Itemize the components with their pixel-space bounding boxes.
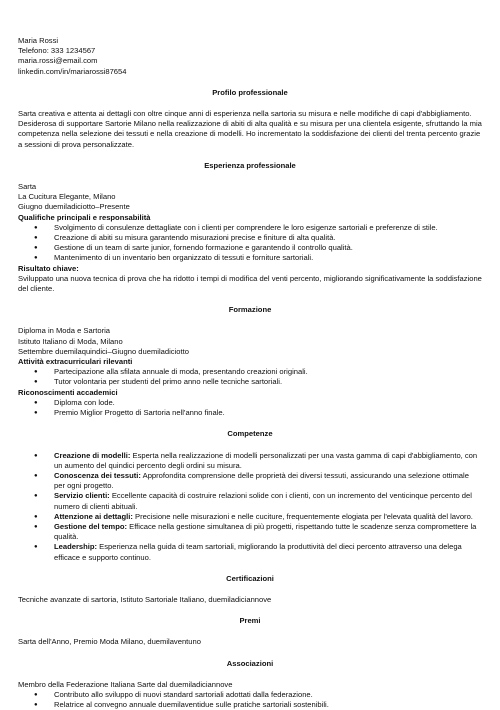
award-text: Sarta dell'Anno, Premio Moda Milano, duemilaventuno (18, 637, 201, 647)
education-dates: Settembre duemilaquindici–Giugno duemiladiciotto (18, 346, 189, 356)
awards-heading: Riconoscimenti accademici (18, 387, 118, 397)
list-item: ● Premio Miglior Progetto di Sartoria nell'anno finale. (18, 408, 482, 418)
skill-name: Servizio clienti: (54, 491, 110, 501)
job-dates: Giugno duemiladiciotto–Presente (18, 202, 130, 212)
key-result-text: Sviluppato una nuova tecnica di prova che ha ridotto i tempi di modifica del venti percento, migliorando significativamente la soddisfazione del cliente. (18, 273, 482, 294)
certification-text: Tecniche avanzate di sartoria, Istituto Sartoriale Italiano, duemiladiciannove (18, 594, 272, 604)
list-item: ● Partecipazione alla sfilata annuale di moda, presentando creazioni originali. (18, 367, 482, 377)
section-title-profile: Profilo professionale (212, 87, 288, 97)
section-title-certifications: Certificazioni (226, 573, 274, 583)
profile-text: Sarta creativa e attenta ai dettagli con oltre cinque anni di esperienza nella sartoria su misura e nelle modifiche di capi d'abbigliamento. Desiderosa di supportare Sartorie Milano nella realizzazione di abiti di alta qualità e su misura per una clientela esigente, sfruttando la mia competenza nella selezione dei tessuti e nella creazione di modelli. Ho incrementato la soddisfazione dei clienti del trenta percento grazie a sessioni di prova personalizzate. (18, 109, 482, 149)
skill-item (18, 451, 482, 471)
section-title-awards: Premi (239, 616, 261, 626)
contact-phone: Telefono: 333 1234567 (18, 46, 96, 56)
skill-name: Conoscenza dei tessuti: (54, 470, 141, 480)
list-item: ● Tutor volontaria per studenti del primo anno nelle tecniche sartoriali. (18, 377, 482, 387)
skill-name: Attenzione ai dettagli: (54, 511, 133, 521)
association-list (18, 690, 482, 710)
key-result-heading: Risultato chiave: (18, 263, 79, 273)
job-role: Sarta (18, 182, 37, 192)
job-company: La Cucitura Elegante, Milano (18, 192, 116, 202)
association-name: Membro della Federazione Italiana Sarte dal duemiladiciannove (18, 679, 233, 689)
activities-heading: Attività extracurriculari rilevanti (18, 357, 133, 367)
list-item: ● Mantenimento di un inventario ben organizzato di tessuti e forniture sartoriali. (18, 253, 482, 263)
contact-block (18, 36, 482, 77)
skill-description: Esperienza nella guida di team sartoriali, migliorando la produttività del dieci percento attraverso una delega efficace e supporto continuo. (54, 542, 462, 562)
skill-item (18, 471, 482, 491)
school: Istituto Italiano di Moda, Milano (18, 336, 123, 346)
skill-name: Creazione di modelli: (54, 450, 131, 460)
list-item: ● Gestione di un team di sarte junior, fornendo formazione e garantendo il controllo qualità. (18, 243, 482, 253)
activities-list (18, 367, 482, 387)
skill-description: Precisione nelle misurazioni e nelle cuciture, frequentemente elogiata per l'elevata qualità del lavoro. (135, 511, 473, 521)
skill-description: Efficace nella gestione simultanea di più progetti, rispettando tutte le scadenze senza compromettere la qualità. (54, 521, 477, 542)
list-item: ● Creazione di abiti su misura garantendo misurazioni precise e finiture di alta qualità. (18, 233, 482, 243)
experience-entry (18, 182, 482, 294)
skill-description: Approfondita comprensione delle proprietà dei diversi tessuti, assicurando una selezione ottimale per ogni progetto. (54, 470, 469, 491)
contact-name: Maria Rossi (18, 36, 59, 45)
skill-item (18, 542, 482, 562)
section-title-associations: Associazioni (226, 658, 274, 668)
awards-list (18, 398, 482, 418)
responsibilities-list (18, 223, 482, 264)
list-item: ● Diploma con lode. (18, 398, 482, 408)
contact-email: maria.rossi@email.com (18, 56, 98, 66)
responsibilities-heading: Qualifiche principali e responsabilità (18, 212, 151, 222)
skills-list (18, 451, 482, 563)
contact-linkedin: linkedin.com/in/mariarossi87654 (18, 66, 127, 76)
skill-description: Eccellente capacità di costruire relazioni solide con i clienti, con un incremento del venticinque percento del numero di clienti abituali. (54, 491, 472, 511)
list-item: ● Relatrice al convegno annuale duemilaventidue sulle pratiche sartoriali sostenibili. (18, 700, 482, 710)
section-title-experience: Esperienza professionale (204, 160, 296, 170)
skill-item (18, 512, 482, 522)
skill-item (18, 522, 482, 542)
list-item: ● Contributo allo sviluppo di nuovi standard sartoriali adottati dalla federazione. (18, 690, 482, 700)
section-title-education: Formazione (228, 305, 272, 315)
section-title-skills: Competenze (227, 429, 273, 439)
skill-name: Leadership: (54, 542, 98, 552)
skill-name: Gestione del tempo: (54, 521, 127, 531)
degree: Diploma in Moda e Sartoria (18, 326, 111, 336)
list-item: ● Svolgimento di consulenze dettagliate con i clienti per comprendere le loro esigenze sartoriali e preferenze di stile. (18, 223, 482, 233)
education-entry (18, 326, 482, 418)
skill-description: Esperta nella realizzazione di modelli personalizzati per una vasta gamma di capi d'abbigliamento, con un aumento del quindici percento degli ordini su misura. (54, 450, 478, 470)
skill-item (18, 491, 482, 511)
